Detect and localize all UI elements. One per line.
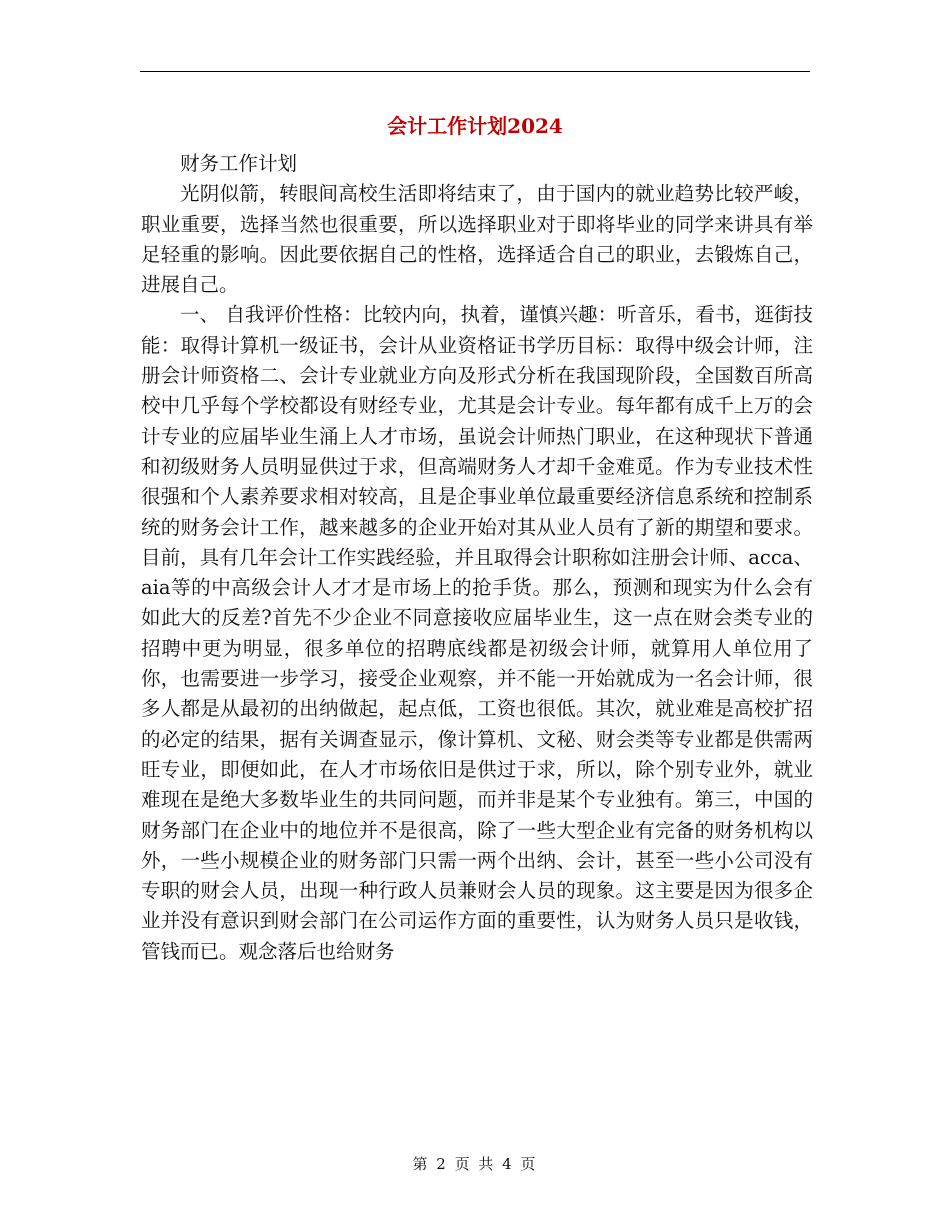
body-paragraph-2: 一、 自我评价性格：比较内向，执着，谨慎兴趣：听音乐，看书，逛街技能：取得计算机一级证书，会计从业资格证书学历目标：取得中级会计师，注册会计师资格二、会计专业就业方向及形式分析在我国现阶段，全国数百所高校中几乎每个学校都设有财经专业，尤其是会计专业。每年都有成千上万的会计专业的应届毕业生涌上人才市场，虽说会计师热门职业，在这种现状下普通和初级财务人员明显供过于求，但高端财务人才却千金难觅。作为专业技术性很强和个人素养要求相对较高，且是企事业单位最重要经济信息系统和控制系统的财务会计工作，越来越多的企业开始对其从业人员有了新的期望和要求。目前，具有几年会计工作实践经验，并且取得会计职称如注册会计师、acca、aia等的中高级会计人才才是市场上的抢手货。那么，预测和现实为什么会有如此大的反差?首先不少企业不同意接收应届毕业生，这一点在财会类专业的招聘中更为明显，很多单位的招聘底线都是初级会计师，就算用人单位用了你，也需要进一步学习，接受企业观察，并不能一开始就成为一名会计师，很多人都是从最初的出纳做起，起点低，工资也很低。其次，就业难是高校扩招的必定的结果，据有关调查显示，像计算机、文秘、财会类等专业都是供需两旺专业，即便如此，在人才市场依旧是供过于求，所以，除个别专业外，就业难现在是绝大多数毕业生的共同问题，而并非是某个专业独有。第三，中国的财务部门在企业中的地位并不是很高，除了一些大型企业有完备的财务机构以外，一些小规模企业的财务部门只需一两个出纳、会计，甚至一些小公司没有专职的财会人员，出现一种行政人员兼财会人员的现象。这主要是因为很多企业并没有意识到财会部门在公司运作方面的重要性，认为财务人员只是收钱，管钱而已。观念落后也给财务 (141, 303, 813, 963)
document-body (141, 149, 813, 967)
header-rule (140, 71, 810, 72)
page-number-footer: 第 2 页 共 4 页 (412, 1155, 538, 1173)
body-paragraph-1: 光阴似箭，转眼间高校生活即将结束了，由于国内的就业趋势比较严峻，职业重要，选择当然也很重要，所以选择职业对于即将毕业的同学来讲具有举足轻重的影响。因此要依据自己的性格，选择适合自己的职业，去锻炼自己，进展自己。 (141, 182, 813, 297)
document-title: 会计工作计划2024 (387, 114, 563, 138)
subtitle-paragraph: 财务工作计划 (180, 152, 298, 175)
